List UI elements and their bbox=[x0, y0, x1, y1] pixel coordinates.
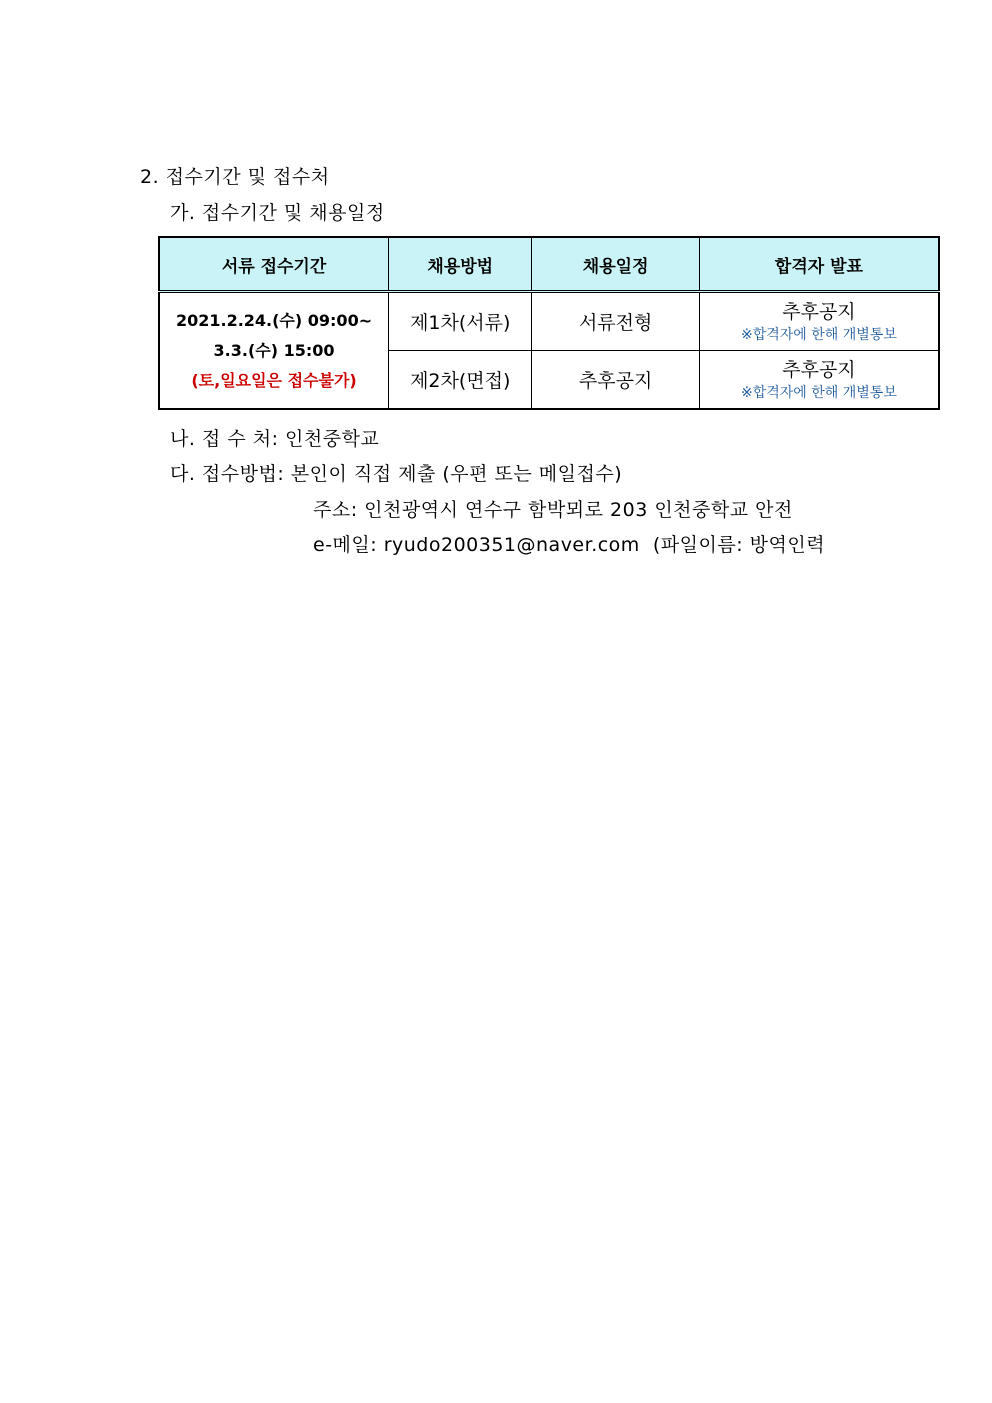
recruitment-schedule-table bbox=[158, 236, 940, 410]
header-application-period: 서류 접수기간 bbox=[159, 237, 389, 292]
result-note: ※합격자에 한해 개별통보 bbox=[740, 384, 897, 401]
subsection-schedule-title: 가. 접수기간 및 채용일정 bbox=[170, 202, 385, 224]
period-end: 3.3.(수) 15:00 bbox=[213, 340, 335, 360]
result-text: 추후공지 bbox=[782, 358, 856, 381]
table-row bbox=[159, 292, 939, 351]
mailing-address: 주소: 인천광역시 연수구 함박뫼로 203 인천중학교 안전 bbox=[313, 499, 793, 521]
subsection-submission-place: 나. 접 수 처: 인천중학교 bbox=[170, 428, 380, 450]
method-cell: 제2차(면접) bbox=[389, 351, 532, 410]
table-header-row bbox=[159, 237, 939, 292]
result-note: ※합격자에 한해 개별통보 bbox=[740, 326, 897, 343]
result-cell bbox=[699, 351, 939, 410]
period-start: 2021.2.24.(수) 09:00~ bbox=[175, 310, 373, 330]
period-weekend-note: (토,일요일은 접수불가) bbox=[191, 370, 357, 390]
result-text: 추후공지 bbox=[782, 300, 856, 323]
header-recruitment-method: 채용방법 bbox=[389, 237, 532, 292]
schedule-cell: 서류전형 bbox=[532, 292, 699, 351]
method-cell: 제1차(서류) bbox=[389, 292, 532, 351]
section-heading: 2. 접수기간 및 접수처 bbox=[140, 166, 330, 188]
header-result-announcement: 합격자 발표 bbox=[699, 237, 939, 292]
schedule-cell: 추후공지 bbox=[532, 351, 699, 410]
application-period-cell bbox=[159, 292, 389, 410]
subsection-submission-method: 다. 접수방법: 본인이 직접 제출 (우편 또는 메일접수) bbox=[170, 463, 623, 485]
header-recruitment-schedule: 채용일정 bbox=[532, 237, 699, 292]
email-address: e-메일: ryudo200351@naver.com (파일이름: 방역인력 bbox=[313, 534, 826, 556]
result-cell bbox=[699, 292, 939, 351]
